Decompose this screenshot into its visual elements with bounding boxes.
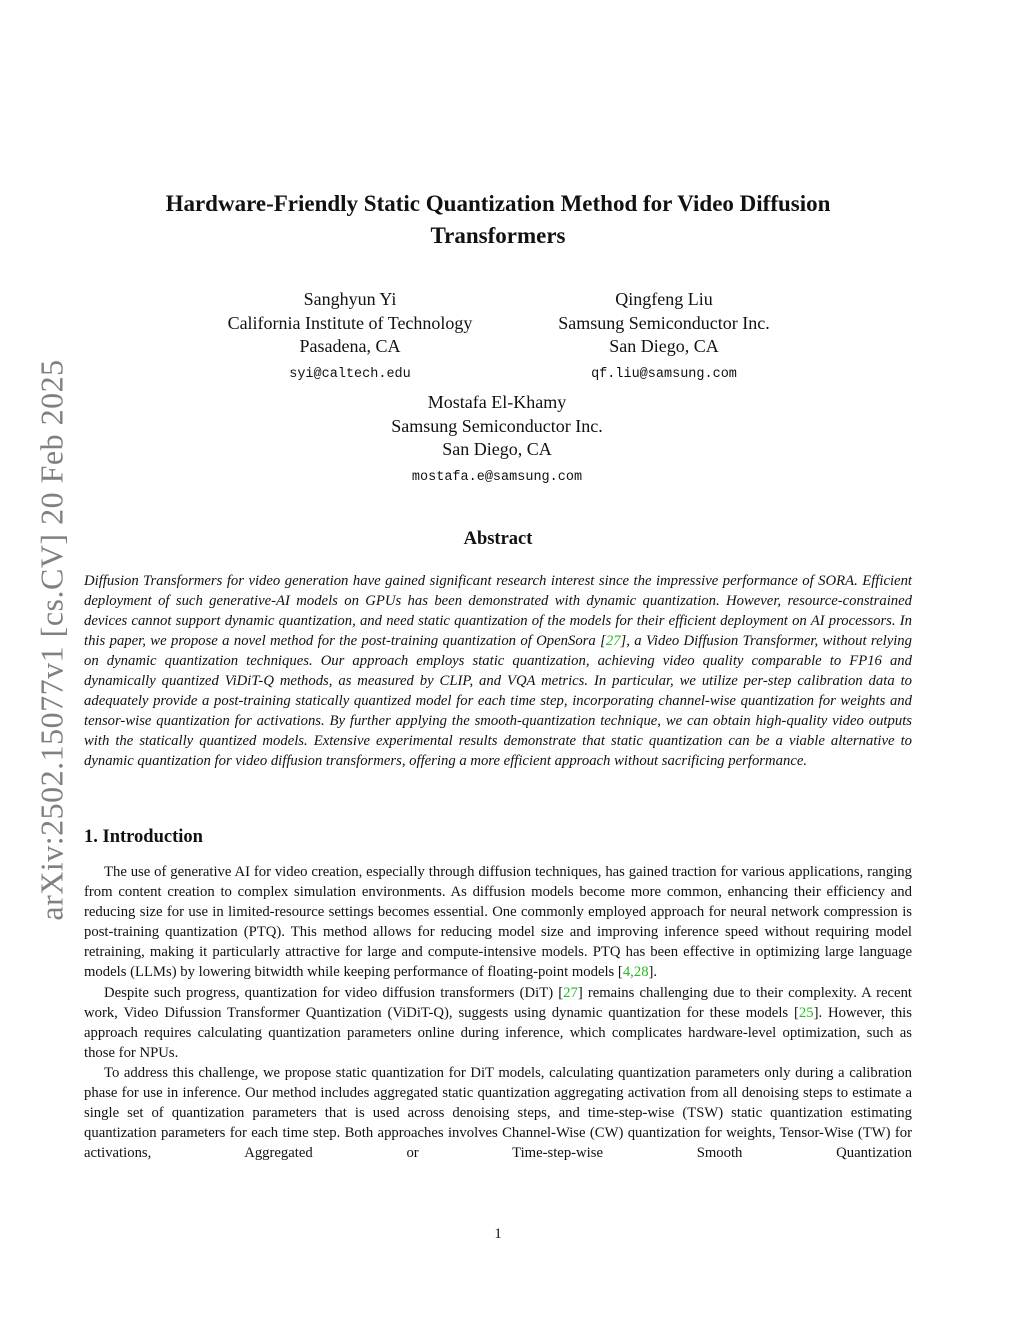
author-name: Mostafa El-Khamy [427,392,567,412]
paragraph: To address this challenge, we propose static quantization for DiT models, calculating quantization parameters only during a calibration phase for use in inference. Our method includes aggregated static quantization aggregating activation from all denoising steps to estimate a single set of quantization parameters that is used across denoising steps, and time-step-wise (TSW) static quantization estimating quantization parameters for each time step. Both approaches involves Channel-Wise (CW) quantization for weights, Tensor-Wise (TW) for activations, Aggregated or Time-step-wise Smooth Quantization [84,1064,912,1162]
author-email: qf.liu@samsung.com [591,366,737,382]
author-affiliation: Samsung Semiconductor Inc. [558,312,770,333]
text-segment: ]. However, this approach requires calculating quantization parameters online during inference, which complicates hardware-level optimization, such as those for NPUs. [84,1004,912,1061]
paragraph [84,862,912,983]
section-heading-introduction: 1. Introduction [84,827,203,847]
author-affiliation: Samsung Semiconductor Inc. [391,415,603,436]
text-segment: The use of generative AI for video creation, especially through diffusion techniques, has gained traction for various applications, ranging from content creation to complex simulation environments. As diffusion models become more common, enhancing their efficiency and reducing size for use in limited-resource settings becomes essential. One commonly employed approach for neural network compression is post-training quantization (PTQ). This method allows for reducing model size and improving inference speed without requiring model retraining, making it particularly attractive for large and compute-intensive models. PTQ has been effective in optimizing large language models (LLMs) by lowering bitwidth while keeping performance of floating-point models [ [84,864,912,981]
abstract-text-segment: Diffusion Transformers for video generation have gained significant research interest since the impressive performance of SORA. Efficient deployment of such generative-AI models on GPUs has been demonstrated with dynamic quantization. However, resource-constrained devices cannot support dynamic quantization, and need static quantization of the models for their efficient deployment on AI processors. In this paper, we propose a novel method for the post-training quantization of OpenSora [ [84,573,912,649]
citation-link[interactable]: 27 [605,633,621,649]
text-segment: Despite such progress, quantization for video diffusion transformers (DiT) [ [104,984,564,1001]
author-name: Qingfeng Liu [615,289,713,309]
text-segment: ]. [648,964,658,981]
paragraph [84,983,912,1063]
abstract-heading: Abstract [463,529,533,549]
author-block [347,391,647,488]
text-segment: ] remains challenging due to their complexity. A recent work, Video Difussion Transformer Quantization (ViDiT-Q), suggests using dynamic quantization for these models [ [84,984,912,1021]
author-location: San Diego, CA [442,439,552,459]
author-location: Pasadena, CA [299,336,401,356]
citation-link[interactable]: 4 [622,964,631,981]
citation-link[interactable]: 25 [798,1004,814,1021]
abstract-text-segment: ], a Video Diffusion Transformer, without relying on dynamic quantization techniques. Our approach employs static quantization, achieving video quality comparable to FP16 and dynamically quantized ViDiT-Q methods, as measured by CLIP, and VQA metrics. In particular, we utilize per-step calibration data to adequately provide a post-training statically quantized model for each time step, incorporating channel-wise quantization for weights and tensor-wise quantization for activations. By further applying the smooth-quantization technique, we can obtain high-quality video outputs with the statically quantized models. Extensive experimental results demonstrate that static quantization can be a viable alternative to dynamic quantization for video diffusion transformers, offering a more efficient approach without sacrificing performance. [84,633,912,769]
author-block [200,288,500,385]
author-affiliation: California Institute of Technology [227,312,473,333]
author-email: syi@caltech.edu [289,366,411,382]
paper-title: Hardware-Friendly Static Quantization Method for Video Diffusion Transformers [165,191,831,248]
citation-link[interactable]: 28 [633,964,649,981]
citation-link[interactable]: 27 [563,984,578,1001]
citation-separator: , [630,964,634,981]
arxiv-identifier: arXiv:2502.15077v1 [cs.CV] 20 Feb 2025 [33,359,70,921]
abstract-text [84,571,912,771]
author-block [514,288,814,385]
page-number: 1 [494,1226,502,1242]
author-name: Sanghyun Yi [303,289,397,309]
introduction-body [84,862,912,1163]
author-email: mostafa.e@samsung.com [411,469,583,485]
author-location: San Diego, CA [609,336,719,356]
